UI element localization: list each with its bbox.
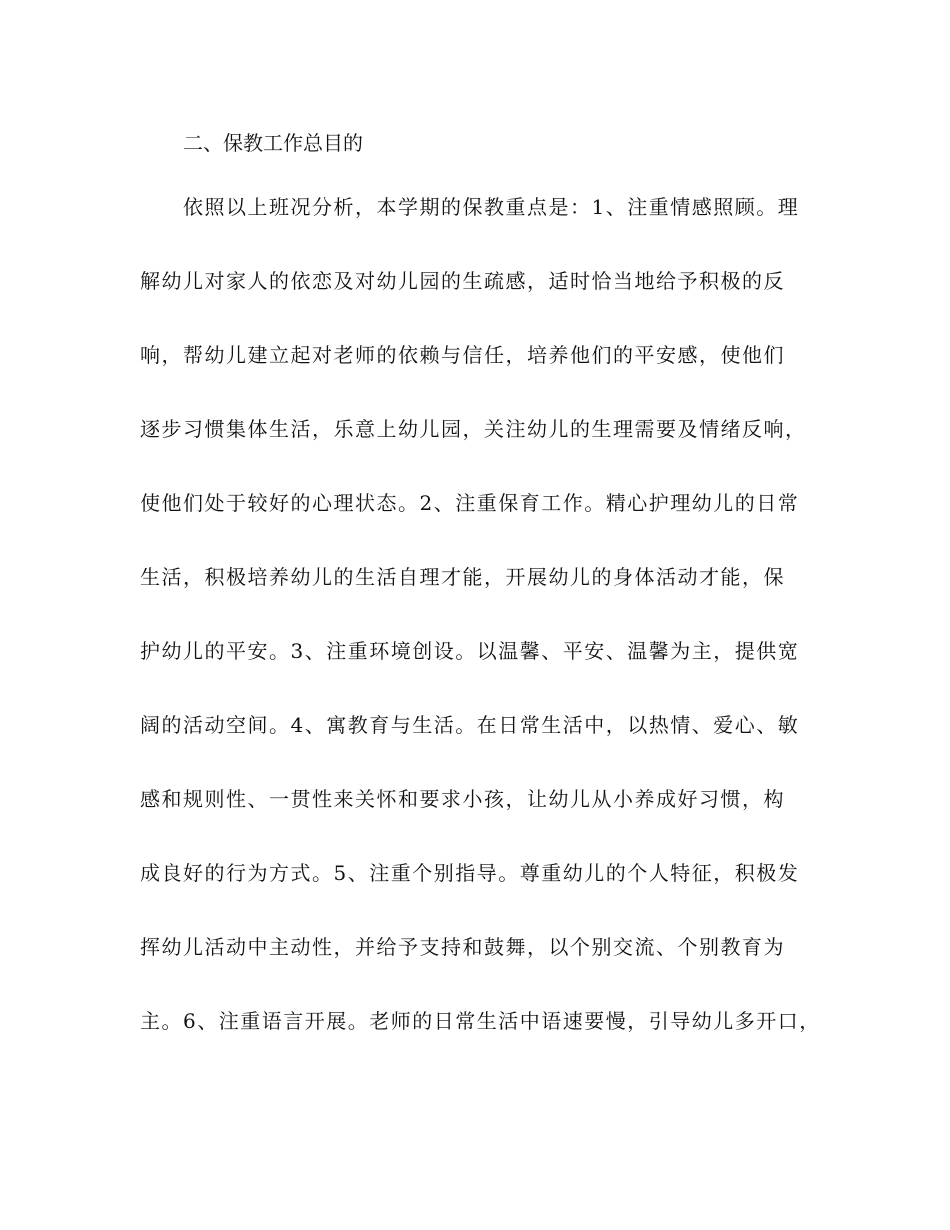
section-heading — [0, 128, 950, 158]
paragraph-line — [0, 932, 950, 962]
paragraph-line-text: 阔的活动空间。4、寓教育与生活。在日常生活中，以热情、爱心、敏 — [140, 713, 800, 737]
paragraph-line-text: 护幼儿的平安。3、注重环境创设。以温馨、平安、温馨为主，提供宽 — [140, 639, 800, 663]
paragraph-line — [0, 266, 950, 296]
paragraph-line — [0, 636, 950, 666]
paragraph-line — [0, 710, 950, 740]
paragraph-line-text: 生活，积极培养幼儿的生活自理才能，开展幼儿的身体活动才能，保 — [140, 565, 785, 589]
paragraph-line-text: 成良好的行为方式。5、注重个别指导。尊重幼儿的个人特征，积极发 — [140, 861, 800, 885]
section-heading-text: 二、保教工作总目的 — [183, 131, 363, 155]
paragraph-line-text: 依照以上班况分析，本学期的保教重点是：1、注重情感照顾。理 — [183, 195, 800, 219]
paragraph-line — [0, 562, 950, 592]
paragraph-line-text: 逐步习惯集体生活，乐意上幼儿园，关注幼儿的生理需要及情绪反响， — [140, 417, 807, 441]
paragraph-line-text: 感和规则性、一贯性来关怀和要求小孩，让幼儿从小养成好习惯，构 — [140, 787, 785, 811]
paragraph-line — [0, 340, 950, 370]
paragraph-line — [0, 858, 950, 888]
paragraph-line — [0, 784, 950, 814]
paragraph-line — [0, 488, 950, 518]
paragraph-line-text: 挥幼儿活动中主动性，并给予支持和鼓舞，以个别交流、个别教育为 — [140, 935, 785, 959]
paragraph-line-text: 主。6、注重语言开展。老师的日常生活中语速要慢，引导幼儿多开口， — [140, 1009, 821, 1033]
paragraph-line-text: 使他们处于较好的心理状态。2、注重保育工作。精心护理幼儿的日常 — [140, 491, 800, 515]
paragraph-line — [0, 192, 950, 222]
paragraph-line-text: 响，帮幼儿建立起对老师的依赖与信任，培养他们的平安感，使他们 — [140, 343, 785, 367]
paragraph-line — [0, 414, 950, 444]
paragraph-line — [0, 1006, 950, 1036]
paragraph-line-text: 解幼儿对家人的依恋及对幼儿园的生疏感，适时恰当地给予积极的反 — [140, 269, 785, 293]
